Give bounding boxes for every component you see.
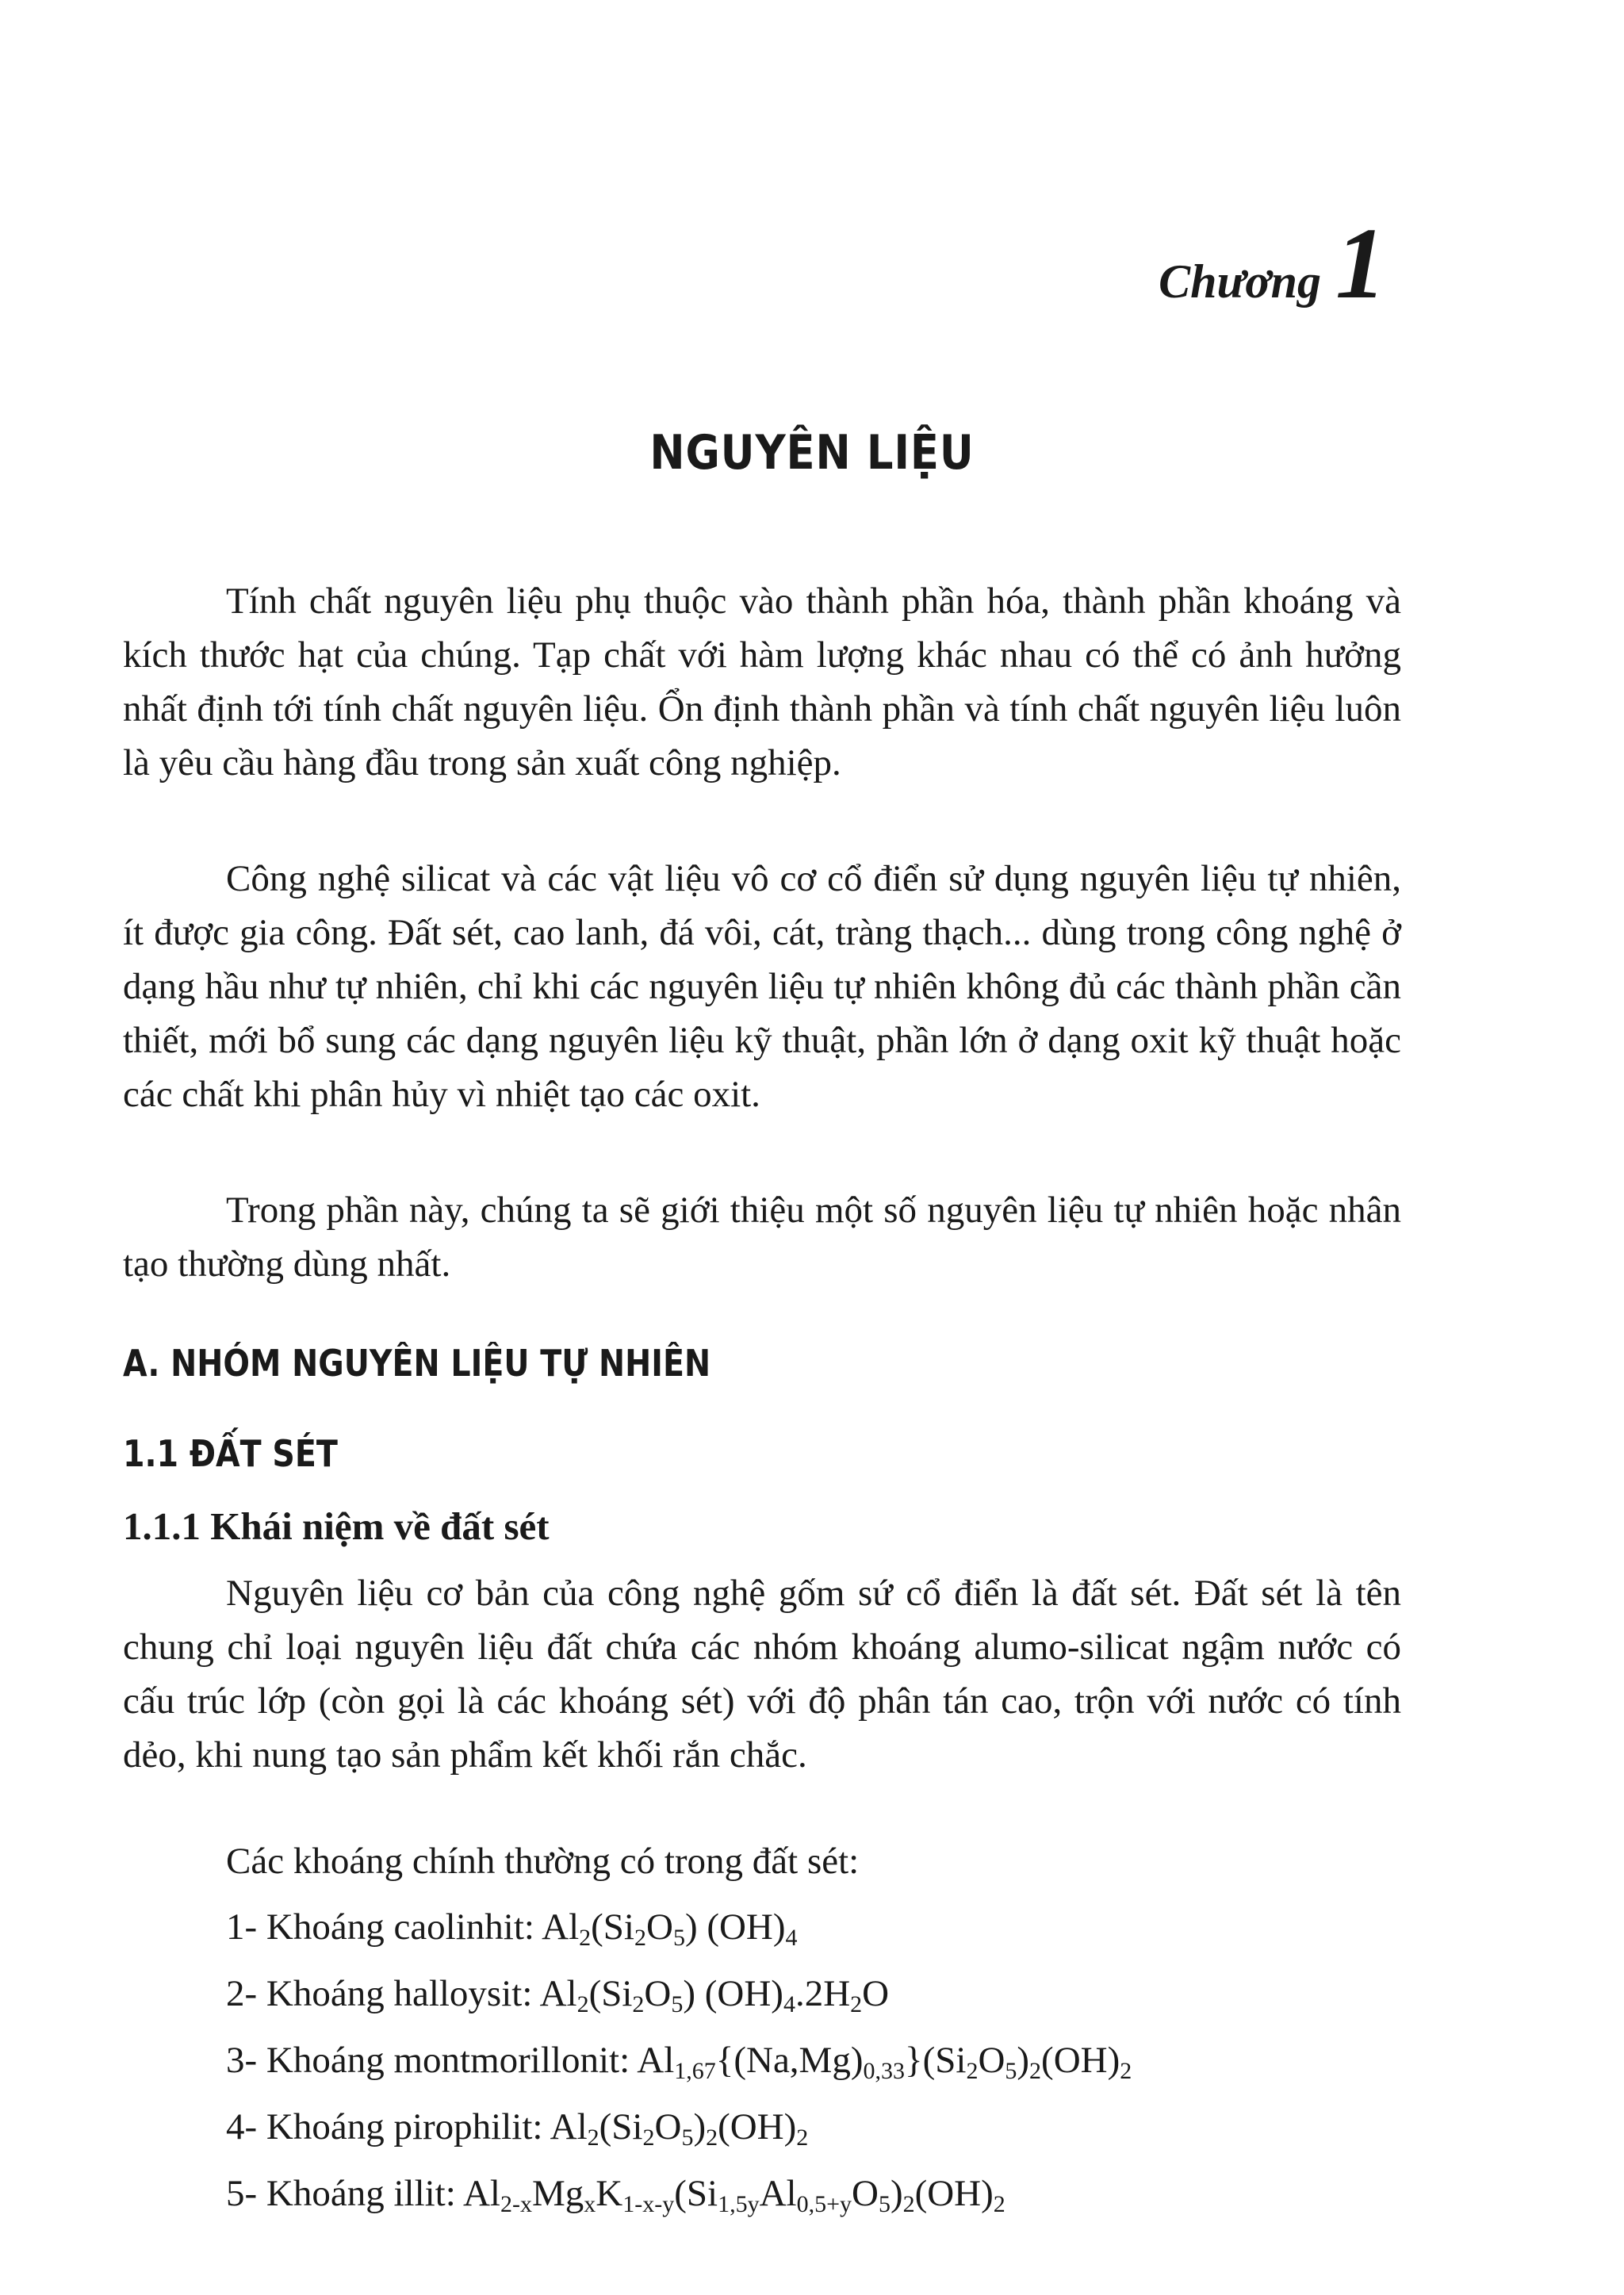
mineral-item-montmorillonit [226,2039,1132,2082]
mineral-label: 3- Khoáng montmorillonit: [226,2040,638,2081]
chapter-number: 1 [1335,207,1386,320]
mineral-item-caolinhit [226,1906,798,1951]
section-1-1-1-heading: 1.1.1 Khái niệm về đất sét [123,1504,550,1548]
mineral-item-halloysit [226,1972,889,2015]
chapter-title: NGUYÊN LIỆU [649,425,975,481]
mineral-item-pirophilit [226,2105,809,2151]
chapter-label [1159,207,1386,320]
mineral-item-illit [226,2172,1005,2215]
clay-definition-paragraph: Nguyên liệu cơ bản của công nghệ gốm sứ cổ điển là đất sét. Đất sét là tên chung chỉ loại nguyên liệu đất chứa các nhóm khoáng alumo-silicat ngậm nước có cấu trúc lớp (còn gọi là các khoáng sét) với độ phân tán cao, trộn với nước có tính dẻo, khi nung tạo sản phẩm kết khối rắn chắc. [123,1573,1401,1776]
mineral-label: 5- Khoáng illit: [226,2173,463,2214]
intro-paragraph-1: Tính chất nguyên liệu phụ thuộc vào thành phần hóa, thành phần khoáng và kích thước hạt của chúng. Tạp chất với hàm lượng khác nhau có thể có ảnh hưởng nhất định tới tính chất nguyên liệu. Ổn định thành phần và tính chất nguyên liệu luôn là yêu cầu hàng đầu trong sản xuất công nghiệp. [123,580,1401,784]
intro-paragraph-2: Công nghệ silicat và các vật liệu vô cơ cổ điển sử dụng nguyên liệu tự nhiên, ít được gia công. Đất sét, cao lanh, đá vôi, cát, tràng thạch... dùng trong công nghệ ở dạng hầu như tự nhiên, chỉ khi các nguyên liệu tự nhiên không đủ các thành phần cần thiết, mới bổ sung các dạng nguyên liệu kỹ thuật, phần lớn ở dạng oxit kỹ thuật hoặc các chất khi phân hủy vì nhiệt tạo các oxit. [123,858,1401,1115]
mineral-formula: $Al_2(Si_2O_5)_2(OH)_2$ [550,2106,809,2151]
section-a-heading: A. NHÓM NGUYÊN LIỆU TỰ NHIÊN [123,1342,711,1385]
mineral-formula: $Al_{2-x}Mg_xK_{1-x-y}(Si_{1,5y}Al_{0,5+y}O_5)_2(OH)_2$ [462,2173,1005,2217]
mineral-list-intro: Các khoáng chính thường có trong đất sét: [226,1841,860,1882]
mineral-formula: $Al_{1,67}\{(Na,Mg)_{0,33}\}(Si_2O_5)_2(OH)_2$ [637,2040,1132,2084]
section-1-1-heading: 1.1 ĐẤT SÉT [123,1432,338,1475]
mineral-formula: $Al_2(Si_2O_5)$ $(OH)_4$ [542,1906,798,1951]
mineral-label: 1- Khoáng caolinhit: [226,1906,542,1948]
intro-paragraph-3: Trong phần này, chúng ta sẽ giới thiệu một số nguyên liệu tự nhiên hoặc nhân tạo thường dùng nhất. [123,1190,1401,1285]
mineral-formula: $Al_2(Si_2O_5)$ $(OH)_4.2H_2O$ [539,1973,890,2017]
mineral-label: 2- Khoáng halloysit: [226,1973,540,2014]
chapter-word: Chương [1159,255,1321,308]
mineral-label: 4- Khoáng pirophilit: [226,2106,550,2147]
